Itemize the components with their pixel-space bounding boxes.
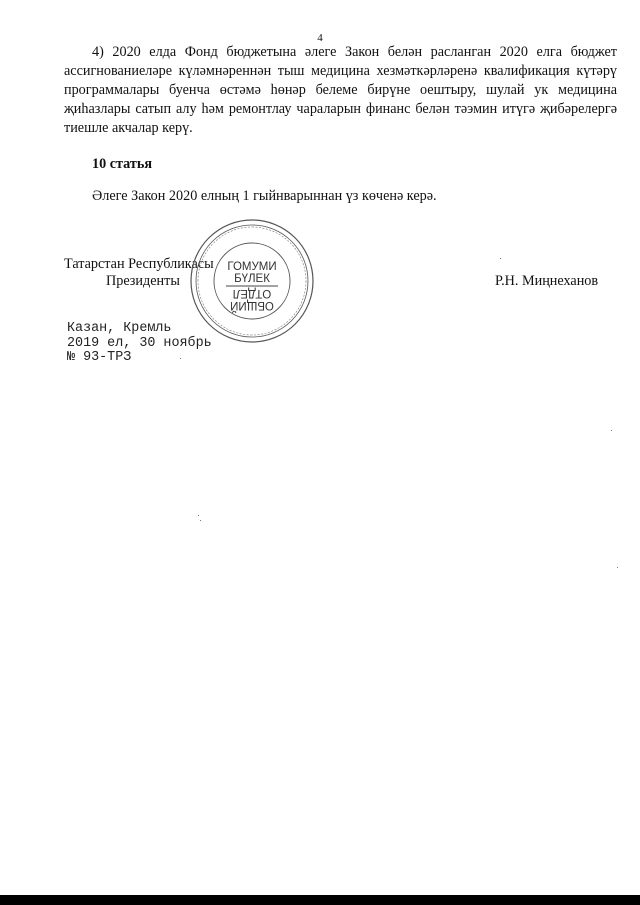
scan-speck <box>611 430 612 431</box>
signature-title-line-1: Татарстан Республикасы <box>64 256 214 272</box>
stamp-line-1: ГОМУМИ <box>227 261 277 273</box>
footer-date: 2019 ел, 30 ноябрь <box>67 335 212 351</box>
stamp-line-2: БҮЛЕК <box>234 273 270 285</box>
paragraph-4: 4) 2020 елда Фонд бюджетына әлеге Закон белән расланган 2020 елга бюджет ассигнованиеләре күләмнәреннән тыш медицина хезмәткәрләренә квалификация күтәрү программалары буенча өстәмә һөнәр белеме бирүне оештыру, шулай ук медицина җиһазлары сатып алу һәм ремонтлау чараларын финанс белән тәэмин итүгә җибәрелергә тиешле акчалар керү. <box>64 44 617 136</box>
scan-speck <box>617 567 618 568</box>
scan-speck <box>180 358 181 359</box>
footer-city: Казан, Кремль <box>67 321 172 336</box>
scan-bottom-edge <box>0 895 640 905</box>
scan-speck <box>198 515 199 516</box>
stamp-line-3: ОБЩИЙ <box>230 299 274 311</box>
signatory-name: Р.Н. Миңнеханов <box>495 273 599 289</box>
article-heading: 10 статья <box>92 156 153 172</box>
signature-title-line-2: Президенты <box>106 273 180 289</box>
scan-speck <box>500 258 501 259</box>
effective-date-text: Әлеге Закон 2020 елның 1 гыйнварыннан үз көченә керә. <box>92 188 437 204</box>
stamp-line-4: ОТДЕЛ <box>232 287 272 299</box>
footer-number: № 93-ТРЗ <box>67 350 132 365</box>
document-footer <box>67 322 212 366</box>
page-number: 4 <box>317 32 323 44</box>
scan-speck <box>200 520 201 521</box>
